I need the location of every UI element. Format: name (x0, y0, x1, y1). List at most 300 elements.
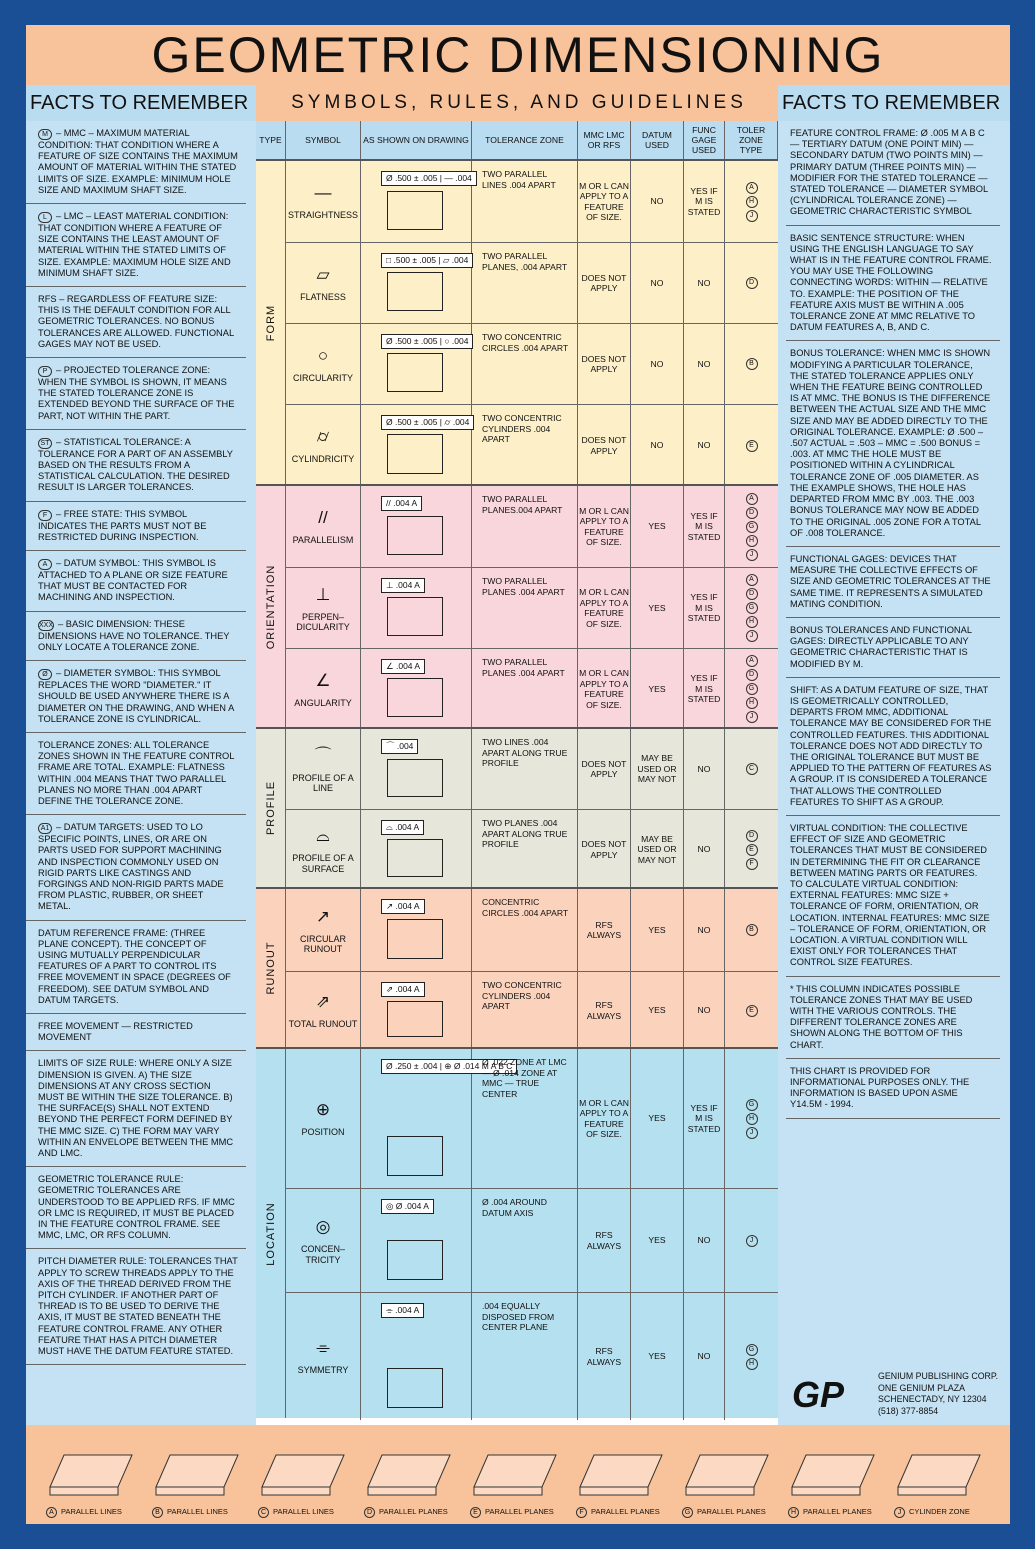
column-header: SYMBOL (286, 121, 361, 159)
zone-type-badge: G (746, 1344, 758, 1356)
datum-value: YES (648, 683, 666, 694)
part-drawing (387, 839, 443, 877)
geometric-symbol-icon: ⌯ (316, 1338, 330, 1358)
feature-control-frame: ⌒ .004 (381, 739, 418, 754)
zone-description: TWO LINES .004 APART ALONG TRUE PROFILE (482, 737, 568, 768)
column-header: DATUM USED (631, 121, 684, 159)
fact-symbol-icon: A1 (38, 823, 52, 834)
legend-item (576, 1507, 660, 1518)
legend-label: PARALLEL PLANES (485, 1507, 554, 1516)
mmc-value: DOES NOT APPLY (581, 353, 627, 374)
legend-shape-drawing (474, 1455, 556, 1495)
zone-type-badge: G (746, 1099, 758, 1111)
table-row (286, 242, 778, 323)
gage-cell (684, 568, 725, 648)
datum-value: NO (650, 358, 664, 369)
gage-cell (684, 972, 725, 1049)
left-facts-column (26, 121, 256, 1425)
feature-control-frame: Ø .500 ± .005 | ⌭ .004 (381, 415, 474, 430)
datum-value: YES (648, 602, 666, 613)
datum-value: NO (650, 196, 664, 207)
geometric-symbol-icon: ▱ (316, 264, 330, 284)
left-fact (26, 612, 246, 661)
gage-cell (684, 161, 725, 242)
zone-description: .004 EQUALLY DISPOSED FROM CENTER PLANE (482, 1301, 555, 1332)
symbol-name: FLATNESS (300, 291, 346, 302)
zone-type-badge: H (746, 616, 758, 628)
tolerance-zone-cell (472, 810, 578, 889)
zone-type-badge: J (746, 711, 758, 723)
table-row (286, 729, 778, 809)
zone-type-cell (725, 161, 778, 242)
feature-control-frame: □ .500 ± .005 | ▱ .004 (381, 253, 473, 268)
zone-description: TWO CONCENTRIC CIRCLES .004 APART (482, 332, 569, 353)
zone-description: TWO PARALLEL LINES .004 APART (482, 169, 556, 190)
tolerance-zone-cell (472, 889, 578, 971)
column-header: MMC LMC OR RFS (578, 121, 631, 159)
zone-type-cell (725, 649, 778, 729)
mmc-cell (578, 889, 631, 971)
group-label (256, 486, 286, 727)
fact-symbol-icon: XXX (39, 621, 54, 629)
geometric-symbol-icon: ⊕ (315, 1100, 331, 1120)
drawing-cell (361, 161, 472, 242)
publisher-line: SCHENECTADY, NY 12304 (878, 1394, 987, 1404)
legend-key-icon: B (152, 1507, 163, 1518)
legend-label: PARALLEL PLANES (803, 1507, 872, 1516)
left-fact (26, 815, 246, 920)
right-fact: BONUS TOLERANCES AND FUNCTIONAL GAGES: DIRECTLY APPLICABLE TO ANY GEOMETRIC CHARACTERISTIC THAT IS MODIFIED BY M. (786, 618, 1000, 678)
fact-text: – PROJECTED TOLERANCE ZONE: WHEN THE SYMBOL IS SHOWN, IT MEANS THE STATED TOLERANCE ZONE IS EXTENDED BEYOND THE SURFACE OF THE PART, NOT WITHIN THE PART. (38, 365, 235, 421)
drawing-cell (361, 1293, 472, 1420)
symbol-name: CYLINDRICITY (291, 454, 355, 465)
zone-type-cell (725, 486, 778, 567)
table-row (286, 323, 778, 404)
zone-type-badge: E (746, 440, 758, 452)
genium-logo: GP (792, 1374, 845, 1415)
tolerance-zone-cell (472, 729, 578, 809)
mmc-value: M OR L CAN APPLY TO A FEATURE OF SIZE. (579, 180, 629, 222)
symbol-name: PARALLELISM (292, 535, 354, 546)
mmc-value: DOES NOT APPLY (581, 435, 627, 456)
fact-text: GEOMETRIC TOLERANCE RULE: GEOMETRIC TOLERANCES ARE UNDERSTOOD TO BE APPLIED RFS. IF MMC OR LMC IS REQUIRED, IT MUST BE PLACED IN THE FEATURE CONTROL FRAME. SEE MMC, LMC, OR RFS COLUMN. (38, 1174, 235, 1241)
zone-type-badge: B (746, 924, 758, 936)
feature-control-frame: Ø .250 ± .004 | ⊕ Ø .014 M A B C (381, 1059, 517, 1074)
gage-cell (684, 729, 725, 809)
zone-type-cell (725, 972, 778, 1049)
tolerance-zone-cell (472, 1293, 578, 1420)
feature-control-frame: ⌓ .004 A (381, 820, 424, 835)
part-drawing (387, 1368, 443, 1408)
symbol-cell (286, 1049, 361, 1188)
legend-label: PARALLEL PLANES (591, 1507, 660, 1516)
gage-value: NO (697, 1351, 711, 1362)
datum-value: YES (648, 1005, 666, 1016)
legend-shape-drawing (792, 1455, 874, 1495)
mmc-cell (578, 161, 631, 242)
mmc-cell (578, 649, 631, 729)
tolerance-zone-cell (472, 1049, 578, 1188)
zone-type-badge: G (746, 683, 758, 695)
publisher-address (878, 1371, 998, 1417)
drawing-cell (361, 1049, 513, 1188)
datum-cell (631, 1293, 684, 1420)
zone-type-cell (725, 243, 778, 323)
group-name: PROFILE (264, 780, 277, 836)
tolerance-zone-cell (472, 324, 578, 404)
feature-control-frame: ◎ Ø .004 A (381, 1199, 434, 1214)
mmc-value: RFS ALWAYS (586, 1000, 622, 1021)
table-row (286, 1049, 778, 1188)
zone-type-badge: D (746, 588, 758, 600)
control-group-form (256, 159, 778, 484)
right-fact: VIRTUAL CONDITION: THE COLLECTIVE EFFECT OF SIZE AND GEOMETRIC TOLERANCES THAT MUST BE CONSIDERED IN DETERMINING THE FIT OR CLEARANCE BETWEEN MATING PARTS OR FEATURES. TO CALCULATE VIRTUAL CONDITION: EXTERNAL FEATURES: MMC SIZE + TOLERANCE OF FORM, ORIENTATION, OR LOCATION. INTERNAL FEATURES: MMC SIZE – TOLERANCE OF FORM, ORIENTATION, OR LOCATION. A VIRTUAL CONDITION WILL EXIST ONLY FOR TOLERANCES THAT CONTROL SIZE FEATURES. (786, 816, 1000, 977)
zone-type-badge: H (746, 1358, 758, 1370)
right-fact: SHIFT: AS A DATUM FEATURE OF SIZE, THAT IS GEOMETRICALLY CONTROLLED, DEPARTS FROM MMC, ADDITIONAL TOLERANCE MAY BE CONSIDERED FOR THE CONTROLLED FEATURES. THIS ADDITIONAL TOLERANCE DOES NOT ADD DIRECTLY TO THE ORIGINAL TOLERANCE BUT MUST BE APPLIED TO THE PATTERN OF FEATURES AS A GROUP. IT IS CONSIDERED A TOLERANCE THAT ALLOWS THE CONTROLLED FEATURES TO SHIFT AS A GROUP. (786, 678, 1000, 816)
zone-type-badge: H (746, 535, 758, 547)
zone-type-badge: E (746, 844, 758, 856)
zone-type-badge: E (746, 1005, 758, 1017)
zone-type-badge: D (746, 830, 758, 842)
legend-shape-drawing (368, 1455, 450, 1495)
column-header: TYPE (256, 121, 286, 159)
gage-value: NO (697, 358, 711, 369)
zone-type-badge: J (746, 549, 758, 561)
mmc-value: DOES NOT APPLY (581, 839, 627, 860)
part-drawing (387, 597, 443, 636)
tolerance-zone-cell (472, 161, 578, 242)
fact-text: PITCH DIAMETER RULE: TOLERANCES THAT APPLY TO SCREW THREADS APPLY TO THE AXIS OF THE THREAD DERIVED FROM THE PITCH CYLINDER. IF ANOTHER PART OF THREAD IS TO BE USED TO DERIVE THE AXIS, IT MUST BE STATED BENEATH THE FEATURE CONTROL FRAME. ANY OTHER FEATURE THAT HAS A PITCH DIAMETER MUST HAVE THE DATUM FEATURE STATED. (38, 1256, 238, 1357)
symbol-cell (286, 649, 361, 729)
feature-control-frame: Ø .500 ± .005 | ○ .004 (381, 334, 473, 349)
publisher-line: (518) 377-8854 (878, 1405, 939, 1416)
zone-description: Ø .004 AROUND DATUM AXIS (482, 1197, 547, 1218)
symbol-name: STRAIGHTNESS (287, 210, 358, 221)
part-drawing (387, 1136, 443, 1176)
left-fact (26, 121, 246, 204)
group-label (256, 729, 286, 887)
part-drawing (387, 516, 443, 555)
symbol-cell (286, 972, 361, 1049)
fact-text: RFS – REGARDLESS OF FEATURE SIZE: THIS IS THE DEFAULT CONDITION FOR ALL GEOMETRIC TOLERANCES. NO BONUS TOLERANCES ARE ALLOWED. FUNCTIONAL GAGES MAY NOT BE USED. (38, 294, 234, 349)
legend-key-icon: J (894, 1507, 905, 1518)
symbol-name: CIRCULARITY (292, 372, 353, 383)
zone-type-cell (725, 1189, 778, 1292)
part-drawing (387, 1001, 443, 1037)
drawing-cell (361, 649, 472, 729)
legend-item (46, 1507, 122, 1518)
zone-type-badge: J (746, 210, 758, 222)
gage-cell (684, 1189, 725, 1292)
fact-text: – DATUM TARGETS: USED TO LO SPECIFIC POINTS, LINES, OR ARE ON PARTS USED FOR SUPPORT MACHINING AND INSPECTION COMMONLY USED ON RIGID PARTS LIKE CASTINGS AND FORGINGS AND NON-RIGID PARTS MADE FROM PLASTIC, RUBBER, OR SHEET METAL. (38, 822, 224, 912)
datum-cell (631, 889, 684, 971)
fact-text: FREE MOVEMENT — RESTRICTED MOVEMENT (38, 1020, 193, 1043)
datum-cell (631, 972, 684, 1049)
symbol-cell (286, 729, 361, 809)
fact-symbol-icon: M (38, 129, 52, 140)
group-name: ORIENTATION (264, 564, 277, 649)
part-drawing (387, 272, 443, 311)
drawing-cell (361, 405, 472, 486)
part-drawing (387, 191, 443, 230)
table-row (286, 161, 778, 242)
mmc-value: M OR L CAN APPLY TO A FEATURE OF SIZE. (579, 505, 629, 547)
part-drawing (387, 434, 443, 474)
zone-type-cell (725, 810, 778, 889)
legend-shape-drawing (50, 1455, 132, 1495)
legend-key-icon: E (470, 1507, 481, 1518)
gage-cell (684, 324, 725, 404)
drawing-cell (361, 972, 472, 1049)
zone-type-badge: C (746, 763, 758, 775)
drawing-cell (361, 810, 472, 889)
part-drawing (387, 919, 443, 959)
datum-value: MAY BE USED OR MAY NOT (637, 833, 677, 865)
zone-type-cell (725, 729, 778, 809)
zone-type-badge: H (746, 697, 758, 709)
right-fact: * THIS COLUMN INDICATES POSSIBLE TOLERANCE ZONES THAT MAY BE USED WITH THE VARIOUS CONTROLS. THE DIFFERENT TOLERANCE ZONES ARE SHOWN ALONG THE BOTTOM OF THIS CHART. (786, 977, 1000, 1059)
left-fact (26, 921, 246, 1014)
right-fact: THIS CHART IS PROVIDED FOR INFORMATIONAL PURPOSES ONLY. THE INFORMATION IS BASED UPON ASME Y14.5M - 1994. (786, 1059, 1000, 1119)
fact-text: – DATUM SYMBOL: THIS SYMBOL IS ATTACHED TO A PLANE OR SIZE FEATURE THAT MUST BE CONTACTED FOR MACHINING AND INSPECTION. (38, 558, 228, 603)
zone-type-badge: H (746, 1113, 758, 1125)
zone-description: TWO PARALLEL PLANES .004 APART (482, 657, 565, 678)
part-drawing (387, 678, 443, 717)
gage-value: YES IF M IS STATED (687, 673, 721, 705)
mmc-cell (578, 1049, 631, 1188)
datum-value: NO (650, 440, 664, 451)
left-fact (26, 733, 246, 815)
datum-value: YES (648, 924, 666, 935)
fact-text: LIMITS OF SIZE RULE: WHERE ONLY A SIZE DIMENSION IS GIVEN. A) THE SIZE DIMENSIONS AT ANY CROSS SECTION MUST BE WITHIN THE SIZE TOLERANCE. B) THE SURFACE(S) SHALL NOT EXTEND BEYOND THE PERFECT FORM DEFINED BY THE MMC SIZE. C) THE FORM MAY VARY WITHIN AN ENVELOPE BETWEEN THE MMC AND LMC. (38, 1058, 234, 1158)
gage-value: YES IF M IS STATED (687, 592, 721, 624)
left-fact (26, 430, 246, 502)
gage-cell (684, 1049, 725, 1188)
symbol-name: PERPEN– DICULARITY (296, 611, 350, 632)
left-fact (26, 551, 246, 612)
left-fact (26, 1167, 246, 1249)
left-fact (26, 502, 246, 551)
table-row (286, 1188, 778, 1292)
datum-value: MAY BE USED OR MAY NOT (637, 753, 677, 785)
symbol-cell (286, 810, 361, 889)
page-title: GEOMETRIC DIMENSIONING (26, 25, 1010, 85)
table-header (256, 121, 778, 159)
geometric-symbol-icon: // (318, 508, 328, 528)
datum-cell (631, 405, 684, 486)
tolerance-zone-cell (472, 649, 578, 729)
feature-control-frame: Ø .500 ± .005 | — .004 (381, 171, 477, 186)
zone-type-badge: J (746, 1235, 758, 1247)
zone-description: TWO PARALLEL PLANES, .004 APART (482, 251, 568, 272)
control-group-profile (256, 727, 778, 887)
feature-control-frame: ⌯ .004 A (381, 1303, 424, 1318)
geometric-symbol-icon: ∠ (315, 670, 331, 690)
datum-cell (631, 1049, 684, 1188)
group-name: RUNOUT (264, 941, 277, 995)
symbol-name: POSITION (301, 1127, 345, 1138)
symbol-name: PROFILE OF A LINE (292, 772, 354, 793)
mmc-cell (578, 568, 631, 648)
datum-cell (631, 161, 684, 242)
datum-cell (631, 729, 684, 809)
legend-item (894, 1507, 970, 1518)
right-fact: BASIC SENTENCE STRUCTURE: WHEN USING THE ENGLISH LANGUAGE TO SAY WHAT IS IN THE FEATURE CONTROL FRAME. YOU MAY USE THE FOLLOWING CONNECTING WORDS: WITHIN — RELATIVE TO. EXAMPLE: THE POSITION OF THE FEATURE AXIS MUST BE WITHIN A .005 TOLERANCE ZONE AT MMC RELATIVE TO DATUM FEATURES A, B, AND C. (786, 226, 1000, 342)
gage-cell (684, 810, 725, 889)
table-row (286, 486, 778, 567)
mmc-cell (578, 972, 631, 1049)
right-fact: FEATURE CONTROL FRAME: Ø .005 M A B C — TERTIARY DATUM (ONE POINT MIN) — SECONDARY DATUM (TWO POINTS MIN) — PRIMARY DATUM (THREE POINTS MIN) — MODIFIER FOR THE STATED TOLERANCE — STATED TOLERANCE — DIAMETER SYMBOL (CYLINDRICAL TOLERANCE ZONE) — GEOMETRIC CHARACTERISTIC SYMBOL (786, 121, 1000, 226)
zone-type-badge: A (746, 655, 758, 667)
control-group-orientation (256, 484, 778, 727)
left-fact (26, 1051, 246, 1167)
geometric-symbol-icon: ↗ (315, 906, 331, 926)
right-facts-column (778, 121, 1010, 1425)
geometric-symbol-icon: ◎ (315, 1217, 331, 1236)
group-label (256, 889, 286, 1047)
symbol-cell (286, 161, 361, 242)
feature-control-frame: ⇗ .004 A (381, 982, 425, 997)
gage-value: NO (697, 277, 711, 288)
mmc-cell (578, 405, 631, 486)
zone-type-badge: A (746, 574, 758, 586)
legend-item (364, 1507, 448, 1518)
legend-item (682, 1507, 766, 1518)
gage-cell (684, 243, 725, 323)
fact-symbol-icon: L (38, 212, 52, 223)
mmc-cell (578, 243, 631, 323)
gage-value: NO (697, 924, 711, 935)
mmc-value: DOES NOT APPLY (581, 272, 627, 293)
gage-value: YES IF M IS STATED (687, 510, 721, 542)
column-header: AS SHOWN ON DRAWING (361, 121, 472, 159)
datum-value: YES (648, 521, 666, 532)
right-header: FACTS TO REMEMBER (778, 85, 1010, 121)
zone-type-cell (725, 1049, 778, 1188)
table-row (286, 567, 778, 648)
mmc-value: RFS ALWAYS (586, 1346, 622, 1367)
group-name: LOCATION (264, 1201, 277, 1266)
table-row (286, 809, 778, 889)
left-fact (26, 204, 246, 287)
left-header: FACTS TO REMEMBER (26, 85, 256, 121)
zone-type-badge: D (746, 507, 758, 519)
zone-type-badge: B (746, 358, 758, 370)
zone-description: TWO PARALLEL PLANES.004 APART (482, 494, 563, 515)
legend-label: PARALLEL PLANES (697, 1507, 766, 1516)
control-group-location (256, 1047, 778, 1418)
group-label (256, 161, 286, 484)
gage-value: NO (697, 763, 711, 774)
datum-cell (631, 568, 684, 648)
table-row (286, 1292, 778, 1420)
zone-type-badge: A (746, 182, 758, 194)
legend-item (788, 1507, 872, 1518)
datum-value: NO (650, 277, 664, 288)
publisher-line: ONE GENIUM PLAZA (878, 1382, 966, 1393)
fact-text: – STATISTICAL TOLERANCE: A TOLERANCE FOR A PART OF AN ASSEMBLY BASED ON THE RESULTS FROM A STATISTICAL CALCULATION. THE DESIRED RESULT IS LARGER TOLERANCES. (38, 436, 233, 493)
symbol-cell (286, 1293, 361, 1420)
symbols-table (256, 121, 778, 1425)
mmc-cell (578, 486, 631, 567)
symbol-cell (286, 568, 361, 648)
datum-cell (631, 486, 684, 567)
fact-text: – BASIC DIMENSION: THESE DIMENSIONS HAVE NO TOLERANCE. THEY ONLY LOCATE A TOLERANCE ZONE. (38, 618, 230, 652)
gage-cell (684, 486, 725, 567)
control-group-runout (256, 887, 778, 1047)
legend-shape-drawing (686, 1455, 768, 1495)
mmc-cell (578, 1293, 631, 1420)
part-drawing (387, 353, 443, 392)
fact-symbol-icon: Ø (38, 669, 52, 680)
table-row (286, 648, 778, 729)
symbol-name: TOTAL RUNOUT (288, 1019, 358, 1030)
symbol-name: PROFILE OF A SURFACE (292, 853, 354, 874)
legend-key-icon: H (788, 1507, 799, 1518)
middle-header: SYMBOLS, RULES, AND GUIDELINES (256, 85, 778, 121)
symbol-name: CONCEN– TRICITY (300, 1244, 345, 1265)
datum-cell (631, 1189, 684, 1292)
column-header: TOLERANCE ZONE (472, 121, 578, 159)
zone-type-cell (725, 405, 778, 486)
geometric-symbol-icon: ⇗ (315, 992, 331, 1012)
datum-value: YES (648, 1351, 666, 1362)
symbol-cell (286, 243, 361, 323)
fact-symbol-icon: ST (38, 438, 52, 449)
legend-label: PARALLEL LINES (167, 1507, 228, 1516)
fact-text: – DIAMETER SYMBOL: THIS SYMBOL REPLACES THE WORD "DIAMETER." IT SHOULD BE USED ANYWHERE THERE IS A DIAMETER ON THE DRAWING, AND WHEN A TOLERANCE ZONE IS CYLINDRICAL. (38, 668, 234, 724)
legend-key-icon: G (682, 1507, 693, 1518)
drawing-cell (361, 243, 472, 323)
mmc-cell (578, 729, 631, 809)
datum-value: YES (648, 1235, 666, 1246)
zone-type-cell (725, 568, 778, 648)
column-header: FUNC GAGE USED (684, 121, 725, 159)
zone-type-badge: J (746, 630, 758, 642)
symbol-cell (286, 486, 361, 567)
symbol-cell (286, 889, 361, 971)
legend-label: PARALLEL LINES (61, 1507, 122, 1516)
zone-type-cell (725, 1293, 778, 1420)
table-row (286, 971, 778, 1049)
fact-text: – MMC – MAXIMUM MATERIAL CONDITION: THAT CONDITION WHERE A FEATURE OF SIZE CONTAINS THE MAXIMUM AMOUNT OF MATERIAL WITHIN THE STATED LIMITS OF SIZE. EXAMPLE: MINIMUM HOLE SIZE AND MAXIMUM SHAFT SIZE. (38, 128, 238, 195)
zone-description: TWO PLANES .004 APART ALONG TRUE PROFILE (482, 818, 568, 849)
symbol-cell (286, 405, 361, 486)
legend-item (470, 1507, 554, 1518)
symbol-name: SYMMETRY (297, 1365, 349, 1376)
geometric-symbol-icon: — (314, 183, 332, 203)
legend-label: CYLINDER ZONE (909, 1507, 970, 1516)
mmc-value: DOES NOT APPLY (581, 758, 627, 779)
right-fact: FUNCTIONAL GAGES: DEVICES THAT MEASURE THE COLLECTIVE EFFECTS OF SIZE AND GEOMETRIC TOLERANCES AT THE SAME TIME. IT REPRESENTS A SIMULATED MATING CONDITION. (786, 547, 1000, 618)
left-fact (26, 358, 246, 430)
group-name: FORM (264, 304, 277, 341)
table-row (286, 889, 778, 971)
part-drawing (387, 1240, 443, 1280)
right-fact: BONUS TOLERANCE: WHEN MMC IS SHOWN MODIFYING A PARTICULAR TOLERANCE, THE STATED TOLERANCE APPLIES ONLY WHEN THE FEATURE BEING CONTROLLED IS AT MMC. THE BONUS IS THE DIFFERENCE BETWEEN THE ACTUAL SIZE AND THE MMC SIZE AND MAY BE ADDED DIRECTLY TO THE ORIGINAL TOLERANCE. EXAMPLE: Ø .500 – .507 ACTUAL = .503 – MMC = .500 BONUS = .003. AT MMC THE HOLE MUST BE POSITIONED WITHIN A CYLINDRICAL TOLERANCE ZONE OF .005 DIAMETER. AS THE EXAMPLE SHOWS, THE HOLE HAS DEPARTED FROM MMC BY .003. THE .003 BONUS TOLERANCE MAY NOW BE ADDED TO THE ORIGINAL .005 ZONE FOR A TOTAL OF .008 TOLERANCE. (786, 341, 1000, 546)
mmc-cell (578, 324, 631, 404)
mmc-value: M OR L CAN APPLY TO A FEATURE OF SIZE. (579, 1097, 629, 1139)
zone-type-badge: G (746, 602, 758, 614)
fact-text: – FREE STATE: THIS SYMBOL INDICATES THE PARTS MUST NOT BE RESTRICTED DURING INSPECTION. (38, 508, 207, 542)
drawing-cell (361, 729, 472, 809)
fact-text: – LMC – LEAST MATERIAL CONDITION: THAT CONDITION WHERE A FEATURE OF SIZE CONTAINS THE LEAST AMOUNT OF MATERIAL WITHIN THE STATED LIMITS OF SIZE. EXAMPLE: MAXIMUM HOLE SIZE AND MINIMUM SHAFT SIZE. (38, 211, 231, 278)
tolerance-zone-cell (472, 568, 578, 648)
zone-type-badge: H (746, 196, 758, 208)
legend-shape-drawing (898, 1455, 980, 1495)
tolerance-zone-legend (26, 1425, 1010, 1524)
datum-value: YES (648, 1113, 666, 1124)
